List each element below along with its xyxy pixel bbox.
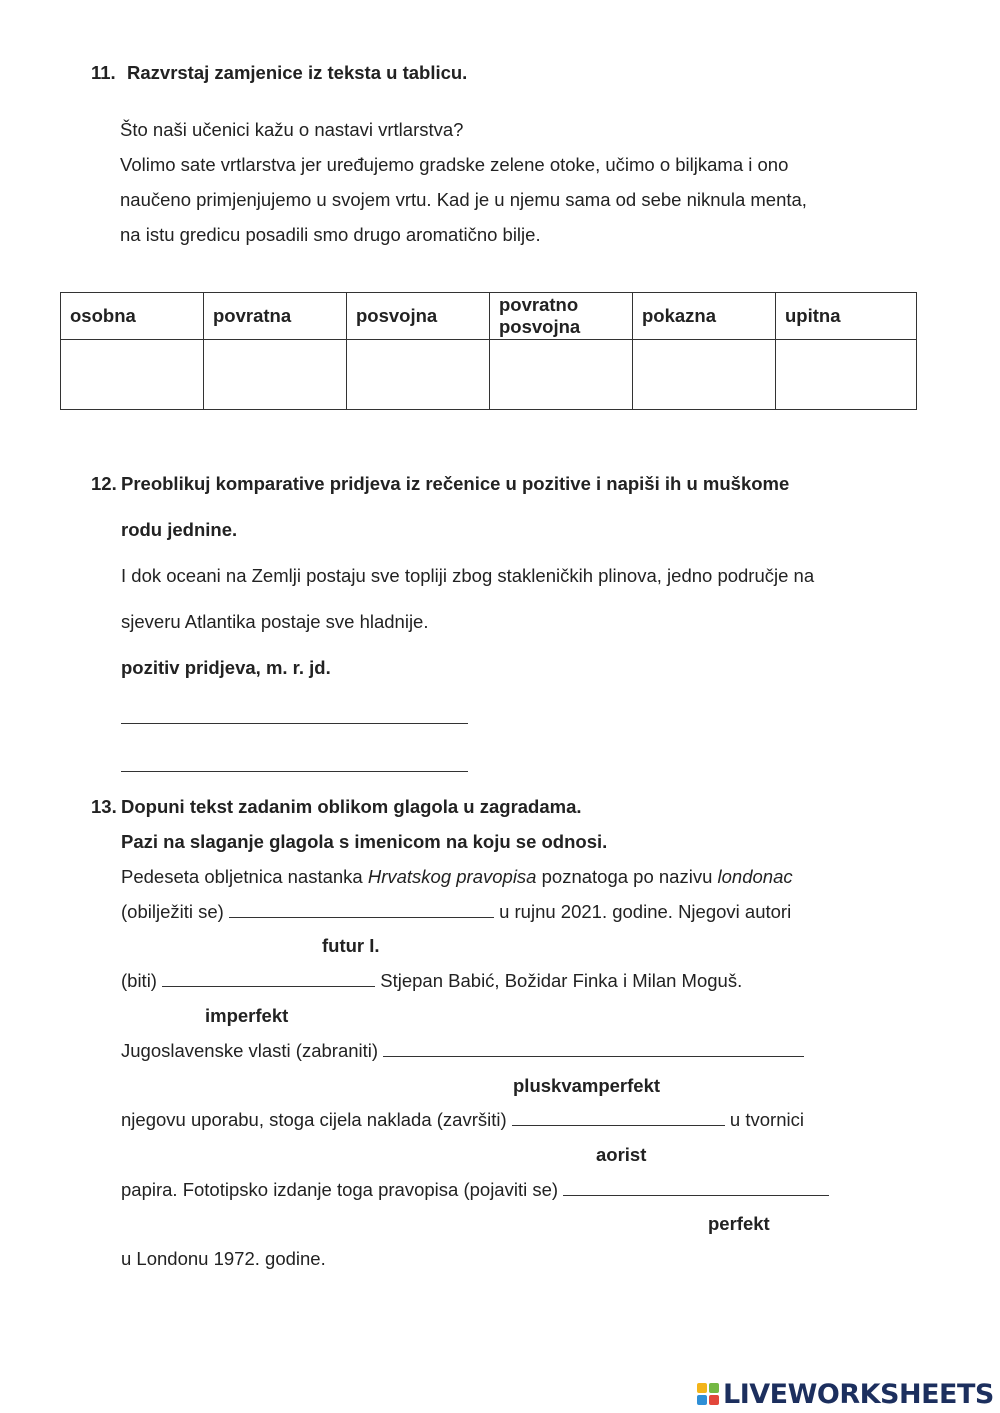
q13-text-line1 <box>121 866 793 888</box>
q13-blank-4[interactable] <box>512 1109 725 1126</box>
logo-text: LIVEWORKSHEETS <box>723 1378 994 1410</box>
logo-mark-icon <box>697 1383 719 1405</box>
col-header-pokazna: pokazna <box>633 293 776 340</box>
answer-cell-osobna[interactable] <box>61 340 204 410</box>
q13-number: 13. <box>91 796 117 817</box>
q11-title: Razvrstaj zamjenice iz teksta u tablicu. <box>127 62 468 83</box>
q13-text-seg: njegovu uporabu, stoga cijela naklada (završiti) <box>121 1109 512 1130</box>
q12-text-line2: sjeveru Atlantika postaje sve hladnije. <box>121 611 429 632</box>
q13-text-seg: u rujnu 2021. godine. Njegovi autori <box>493 901 792 922</box>
table-header-row <box>61 293 917 340</box>
col-header-povratno-posvojna: povratno posvojna <box>490 293 633 340</box>
logo-mark-square <box>697 1383 707 1393</box>
answer-cell-pokazna[interactable] <box>633 340 776 410</box>
answer-cell-upitna[interactable] <box>776 340 917 410</box>
answer-cell-povratno-posvojna[interactable] <box>490 340 633 410</box>
q13-nickname: londonac <box>717 866 793 887</box>
answer-cell-posvojna[interactable] <box>347 340 490 410</box>
q13-text-seg: Pedeseta obljetnica nastanka <box>121 866 368 887</box>
q13-text-line6 <box>121 1179 829 1201</box>
col-header-posvojna: posvojna <box>347 293 490 340</box>
q13-blank-5[interactable] <box>563 1179 829 1196</box>
q13-hint-imperfekt: imperfekt <box>205 1005 289 1026</box>
q13-title-line2: Pazi na slaganje glagola s imenicom na koju se odnosi. <box>121 831 608 852</box>
q13-text-seg: (biti) <box>121 970 163 991</box>
col-header-upitna: upitna <box>776 293 917 340</box>
logo-mark-square <box>709 1395 719 1405</box>
q12-answer-line-1[interactable] <box>121 705 468 724</box>
logo-mark-square <box>697 1395 707 1405</box>
logo-mark-square <box>709 1383 719 1393</box>
q13-text-line2 <box>121 901 791 923</box>
q13-blank-1[interactable] <box>229 901 494 918</box>
q11-number: 11. <box>91 62 116 83</box>
q13-text-line4 <box>121 1040 804 1062</box>
q13-text-seg: u tvornici <box>724 1109 804 1130</box>
q13-title-line1: Dopuni tekst zadanim oblikom glagola u zagradama. <box>121 796 582 817</box>
q11-text-line: naučeno primjenjujemo u svojem vrtu. Kad je u njemu sama od sebe niknula menta, <box>120 189 807 210</box>
q13-text-line5 <box>121 1109 804 1131</box>
q13-hint-aorist: aorist <box>596 1144 647 1165</box>
col-header-osobna: osobna <box>61 293 204 340</box>
q12-label: pozitiv pridjeva, m. r. jd. <box>121 657 331 678</box>
q11-text-line: na istu gredicu posadili smo drugo aromatično bilje. <box>120 224 541 245</box>
q12-text-line1: I dok oceani na Zemlji postaju sve topliji zbog stakleničkih plinova, jedno područje na <box>121 565 815 586</box>
q13-text-seg: poznatoga po nazivu <box>536 866 718 887</box>
q13-text-seg: Jugoslavenske vlasti (zabraniti) <box>121 1040 384 1061</box>
q13-blank-2[interactable] <box>162 970 375 987</box>
col-header-povratna: povratna <box>204 293 347 340</box>
q13-hint-perfekt: perfekt <box>708 1213 770 1234</box>
q13-hint-futur: futur I. <box>322 935 380 956</box>
q12-title-line1: Preoblikuj komparative pridjeva iz rečenice u pozitive i napiši ih u muškome <box>121 473 790 494</box>
q13-blank-3[interactable] <box>383 1040 804 1057</box>
q13-text-line3 <box>121 970 742 992</box>
q12-answer-line-2[interactable] <box>121 753 468 772</box>
q13-text-seg: papira. Fototipsko izdanje toga pravopisa (pojaviti se) <box>121 1179 564 1200</box>
q13-text-line7: u Londonu 1972. godine. <box>121 1248 326 1269</box>
answer-cell-povratna[interactable] <box>204 340 347 410</box>
liveworksheets-logo[interactable] <box>697 1376 994 1412</box>
q13-text-seg: Stjepan Babić, Božidar Finka i Milan Moguš. <box>375 970 743 991</box>
q13-text-seg: (obilježiti se) <box>121 901 229 922</box>
q11-text-line: Volimo sate vrtlarstva jer uređujemo gradske zelene otoke, učimo o biljkama i ono <box>120 154 789 175</box>
q13-hint-pluskvamperfekt: pluskvamperfekt <box>513 1075 661 1096</box>
table-row <box>61 340 917 410</box>
q12-number: 12. <box>91 473 117 494</box>
q11-text-line: Što naši učenici kažu o nastavi vrtlarstva? <box>120 119 464 140</box>
pronoun-table <box>60 292 917 410</box>
q12-title-line2: rodu jednine. <box>121 519 238 540</box>
q13-book-title: Hrvatskog pravopisa <box>367 866 537 887</box>
